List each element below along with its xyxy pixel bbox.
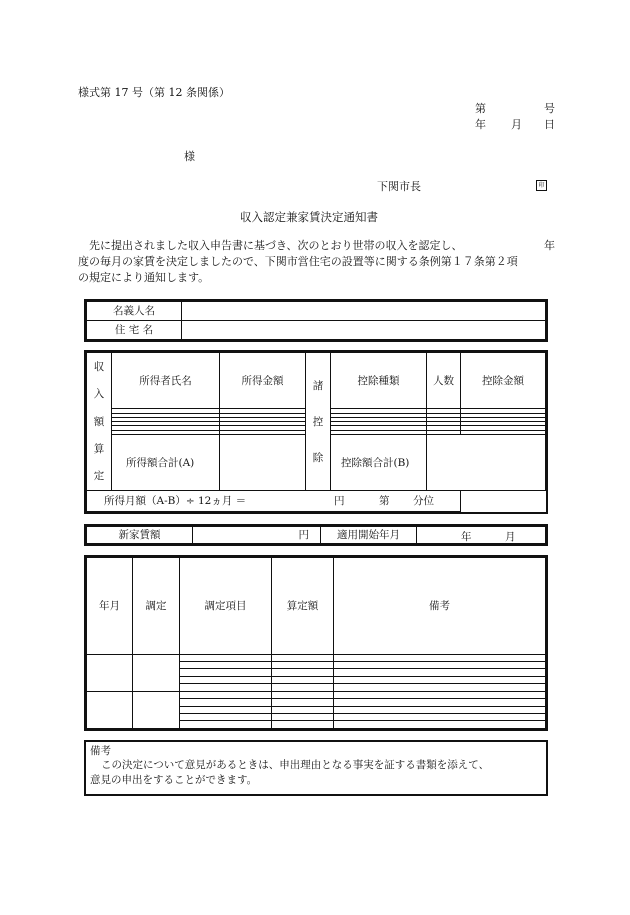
- new-rent-field[interactable]: [193, 527, 321, 544]
- table-row: [87, 654, 546, 661]
- body-line3: の規定により通知します。: [78, 271, 210, 284]
- col-calc-amount: 算定額: [272, 558, 334, 655]
- table-row: [87, 691, 546, 698]
- monthly-rank-suffix: 分位: [413, 495, 434, 508]
- residence-name-label: 住 宅 名: [87, 321, 182, 340]
- total-deduction-field[interactable]: [427, 435, 546, 491]
- holder-name-label: 名義人名: [87, 302, 182, 321]
- adjustment-table: [84, 555, 548, 731]
- col-deduction-type: 控除種類: [331, 353, 427, 409]
- new-rent-unit: 円: [298, 529, 309, 541]
- date-year-label: 年: [475, 118, 486, 131]
- col-deduction-amount: 控除金額: [461, 353, 546, 409]
- remarks-box: [84, 740, 548, 796]
- monthly-yen-unit: 円: [334, 495, 345, 508]
- col-year-month: 年月: [87, 558, 133, 655]
- name-residence-table: [84, 299, 548, 342]
- body-line1: 先に提出されました収入申告書に基づき、次のとおり世帯の収入を認定し、: [89, 239, 463, 252]
- income-vertical-label: 収 入 額 算 定: [87, 353, 112, 491]
- remarks-line1: この決定について意見があるときは、申出理由となる事実を証する書類を添えて、: [101, 759, 490, 771]
- remarks-title: 備考: [90, 745, 111, 757]
- addressee-suffix: 様: [184, 150, 195, 163]
- col-adjust: 調定: [133, 558, 180, 655]
- holder-name-field[interactable]: [182, 302, 546, 321]
- remarks-line2: 意見の申出をすることができます。: [90, 774, 258, 786]
- col-people-count: 人数: [427, 353, 461, 409]
- date-day-label: 日: [544, 118, 555, 131]
- date-month-label: 月: [511, 118, 522, 131]
- body-line2: 度の毎月の家賃を決定しましたので、下関市営住宅の設置等に関する条例第１７条第２項: [78, 255, 518, 268]
- start-date-field[interactable]: [417, 527, 546, 544]
- col-earner-name: 所得者氏名: [112, 353, 220, 409]
- total-income-label: 所得額合計(A): [112, 435, 220, 491]
- col-remarks: 備考: [334, 558, 546, 655]
- monthly-income-row: [87, 491, 461, 512]
- start-year-label: 年: [461, 531, 472, 543]
- residence-name-field[interactable]: [182, 321, 546, 340]
- col-income-amount: 所得金額: [220, 353, 306, 409]
- body-paragraph: [78, 238, 558, 286]
- new-rent-table: [84, 524, 548, 546]
- body-line1-year: 年: [544, 239, 555, 252]
- income-calculation-table: [84, 350, 548, 514]
- doc-number-label-right: 号: [544, 102, 555, 115]
- form-number: 様式第 17 号（第 12 条関係）: [78, 86, 230, 99]
- col-adjust-item: 調定項目: [180, 558, 272, 655]
- start-date-label: 適用開始年月: [321, 527, 417, 544]
- total-income-field[interactable]: [220, 435, 306, 491]
- deduction-vertical-label: 諸 控 除: [306, 353, 331, 491]
- total-deduction-label: 控除額合計(B): [331, 435, 427, 491]
- document-title: 収入認定兼家賃決定通知書: [240, 210, 378, 224]
- new-rent-label: 新家賃額: [87, 527, 193, 544]
- monthly-rank-prefix: 第: [379, 495, 390, 508]
- doc-number-label-left: 第: [475, 102, 486, 115]
- seal-stamp: 印: [536, 180, 547, 191]
- monthly-formula: 所得月額（A-B）÷ 12ヵ月 ＝: [104, 495, 247, 508]
- issuer-name: 下関市長: [377, 180, 421, 193]
- start-month-label: 月: [505, 531, 516, 543]
